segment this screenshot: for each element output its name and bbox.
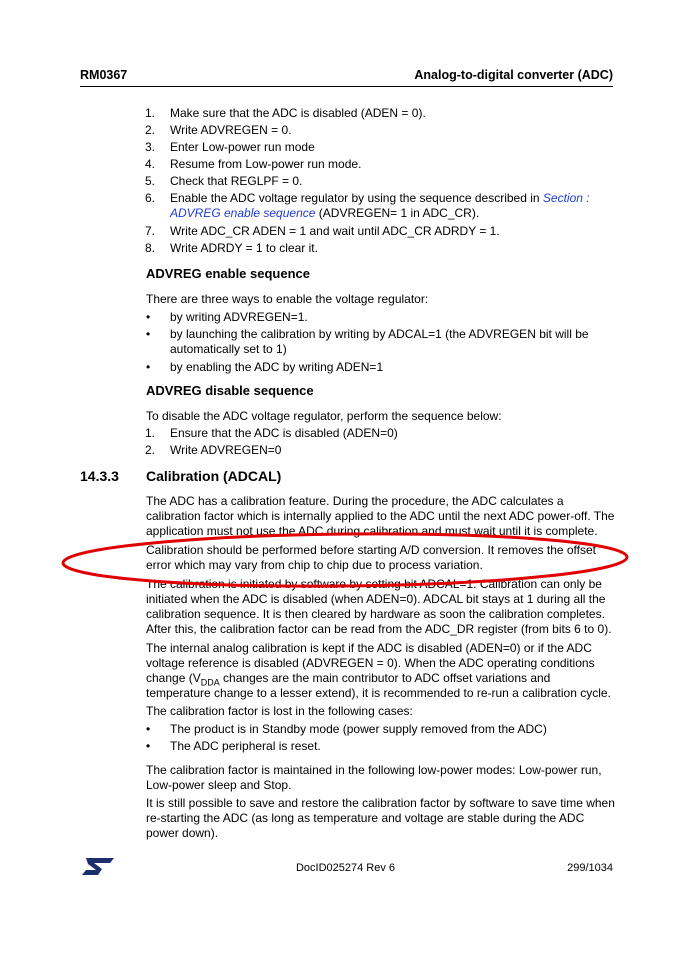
bullet-icon: •	[146, 310, 151, 324]
paragraph: The ADC has a calibration feature. During the procedure, the ADC calculates a calibration factor which is internally applied to the ADC until the next ADC power-off. The application must not use the ADC during calibration and must wait until it is complete.	[146, 494, 615, 538]
paragraph: The calibration is initiated by software by setting bit ADCAL=1. Calibration can only be initiated when the ADC is disabled (when ADEN=0). ADCAL bit stays at 1 during all the calibration sequence. It is then cleared by hardware as soon the calibration completes. After this, the calibration factor can be read from the ADC_DR register (from bits 6 to 0).	[146, 577, 612, 636]
page-number: 299/1034	[567, 862, 613, 874]
paragraph: The internal analog calibration is kept if the ADC is disabled (ADEN=0) or if the ADC voltage reference is disabled (ADVREGEN = 0). When the ADC operating conditions change ($V_{DDA}$ changes are the main contributor to ADC offset variations and temperature change to a lesser extend), it is recommended to re-run a calibration cycle.	[146, 641, 611, 700]
disable-seq-heading: ADVREG disable sequence	[146, 383, 314, 398]
bullet-icon: •	[146, 360, 151, 374]
paragraph: The calibration factor is lost in the following cases:	[146, 704, 413, 718]
section-link[interactable]: Section : ADVREG enable sequence	[170, 191, 590, 220]
section-number: 14.3.3	[80, 468, 119, 484]
paragraph: It is still possible to save and restore the calibration factor by software to save time when re-starting the ADC (as long as temperature and voltage are stable during the ADC power down).	[146, 796, 615, 840]
enable-seq-intro: There are three ways to enable the voltage regulator:	[146, 292, 429, 306]
disable-seq-intro: To disable the ADC voltage regulator, perform the sequence below:	[146, 409, 502, 423]
chapter-title: Analog-to-digital converter (ADC)	[414, 68, 613, 82]
bullet-icon: •	[146, 722, 151, 736]
doc-id: RM0367	[80, 68, 128, 82]
bullet-icon: •	[146, 739, 151, 753]
bullet-icon: •	[146, 327, 151, 341]
header-rule	[80, 86, 613, 87]
paragraph-highlighted: Calibration should be performed before starting A/D conversion. It removes the offset error which may vary from chip to chip due to process variation.	[146, 543, 597, 572]
doc-reference: DocID025274 Rev 6	[295, 862, 396, 874]
enable-seq-heading: ADVREG enable sequence	[146, 266, 310, 281]
paragraph: The calibration factor is maintained in the following low-power modes: Low-power run, Low-power sleep and Stop.	[146, 763, 602, 792]
section-title: Calibration (ADCAL)	[146, 468, 282, 484]
